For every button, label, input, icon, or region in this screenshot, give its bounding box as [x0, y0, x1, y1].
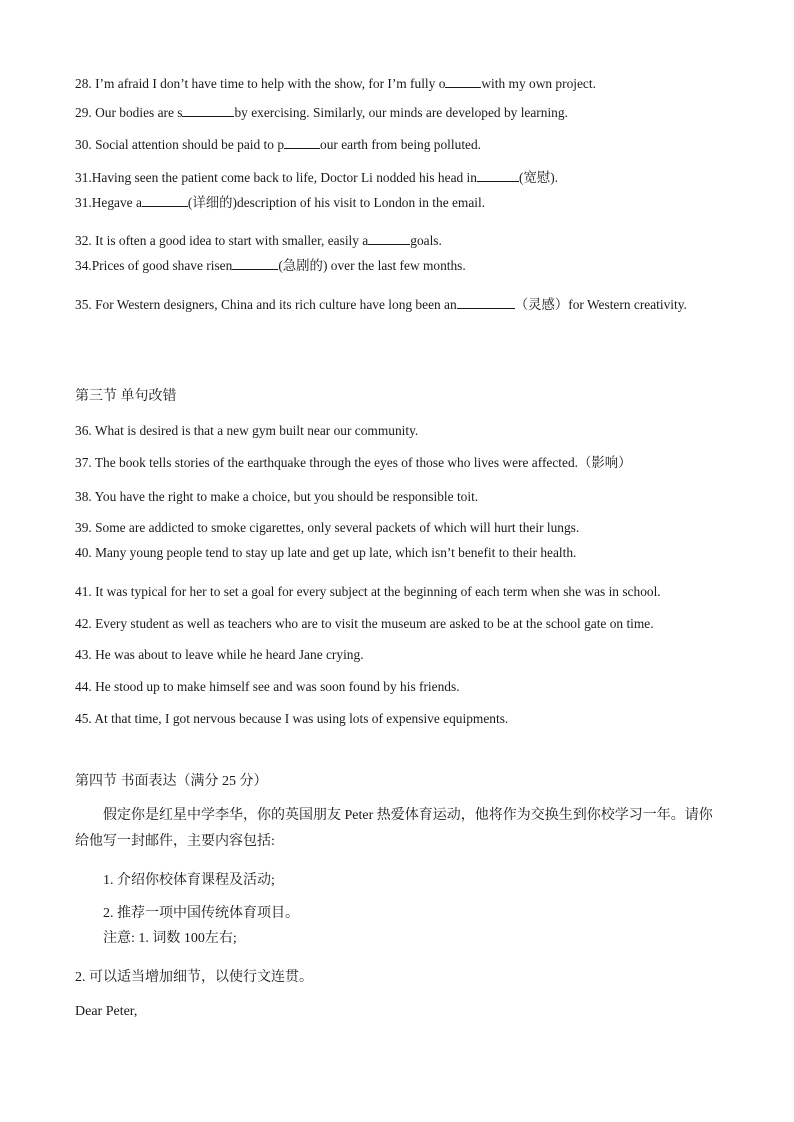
- prompt-note: 注意: 1. 词数 100左右;: [103, 931, 237, 946]
- question-text: with my own project.: [481, 76, 596, 91]
- error-item-36: 36. What is desired is that a new gym built near our community.: [75, 423, 419, 438]
- section-3-title: 第三节 单句改错: [75, 389, 177, 404]
- error-item-41: 41. It was typical for her to set a goal for every subject at the beginning of each term when she was in school.: [75, 584, 661, 599]
- question-34: [75, 257, 466, 274]
- question-text: 28. I’m afraid I don’t have time to help with the show, for I’m fully o: [75, 76, 446, 91]
- question-30: [75, 136, 481, 153]
- error-item-44: 44. He stood up to make himself see and was soon found by his friends.: [75, 679, 460, 694]
- question-text: 31.Hegave a: [75, 195, 142, 210]
- error-item-40: 40. Many young people tend to stay up late and get up late, which isn’t benefit to their health.: [75, 545, 577, 560]
- answer-blank[interactable]: [142, 194, 188, 207]
- answer-blank[interactable]: [457, 296, 515, 309]
- question-text: 32. It is often a good idea to start with smaller, easily a: [75, 233, 369, 248]
- question-32: [75, 232, 442, 249]
- error-item-38: 38. You have the right to make a choice, but you should be responsible toit.: [75, 489, 479, 504]
- error-item-43: 43. He was about to leave while he heard Jane crying.: [75, 647, 364, 662]
- question-text: （灵感）for Western creativity.: [514, 297, 687, 312]
- question-28: [75, 75, 596, 92]
- question-text: by exercising. Similarly, our minds are developed by learning.: [234, 105, 568, 120]
- question-text: (宽慰).: [518, 170, 559, 185]
- error-item-42: 42. Every student as well as teachers who are to visit the museum are asked to be at the school gate on time.: [75, 616, 654, 631]
- question-text: 34.Prices of good shave risen: [75, 258, 233, 273]
- answer-blank[interactable]: [232, 257, 278, 270]
- prompt-point-2: 2. 推荐一项中国传统体育项目。: [103, 906, 299, 921]
- answer-blank[interactable]: [477, 169, 519, 182]
- question-31b: [75, 194, 485, 211]
- error-item-45: 45. At that time, I got nervous because I was using lots of expensive equipments.: [75, 711, 509, 726]
- question-text: goals.: [410, 233, 442, 248]
- question-35: [75, 296, 687, 313]
- letter-salutation: Dear Peter,: [75, 1004, 138, 1019]
- writing-prompt: 假定你是红星中学李华，你的英国朋友 Peter 热爱体育运动，他将作为交换生到你校学习一年。请你给他写一封邮件，主要内容包括:: [75, 808, 713, 849]
- prompt-point-1: 1. 介绍你校体育课程及活动;: [103, 873, 275, 888]
- section-4-title: 第四节 书面表达（满分 25 分）: [75, 774, 268, 789]
- answer-blank[interactable]: [368, 232, 410, 245]
- question-text: 29. Our bodies are s: [75, 105, 183, 120]
- error-item-37: 37. The book tells stories of the earthquake through the eyes of those who lives were affected.（影响）: [75, 455, 632, 470]
- question-31a: [75, 169, 558, 186]
- question-text: (详细的)description of his visit to London in the email.: [187, 195, 486, 210]
- question-text: (急剧的) over the last few months.: [278, 258, 466, 273]
- error-item-39: 39. Some are addicted to smoke cigarettes, only several packets of which will hurt their lungs.: [75, 520, 580, 535]
- question-text: 31.Having seen the patient come back to life, Doctor Li nodded his head in: [75, 170, 477, 185]
- answer-blank[interactable]: [445, 75, 481, 88]
- answer-blank[interactable]: [182, 104, 234, 117]
- question-29: [75, 104, 568, 121]
- question-text: 30. Social attention should be paid to p: [75, 137, 285, 152]
- question-text: 35. For Western designers, China and its rich culture have long been an: [75, 297, 457, 312]
- question-text: our earth from being polluted.: [320, 137, 482, 152]
- prompt-note-2: 2. 可以适当增加细节，以使行文连贯。: [75, 970, 313, 985]
- answer-blank[interactable]: [284, 136, 320, 149]
